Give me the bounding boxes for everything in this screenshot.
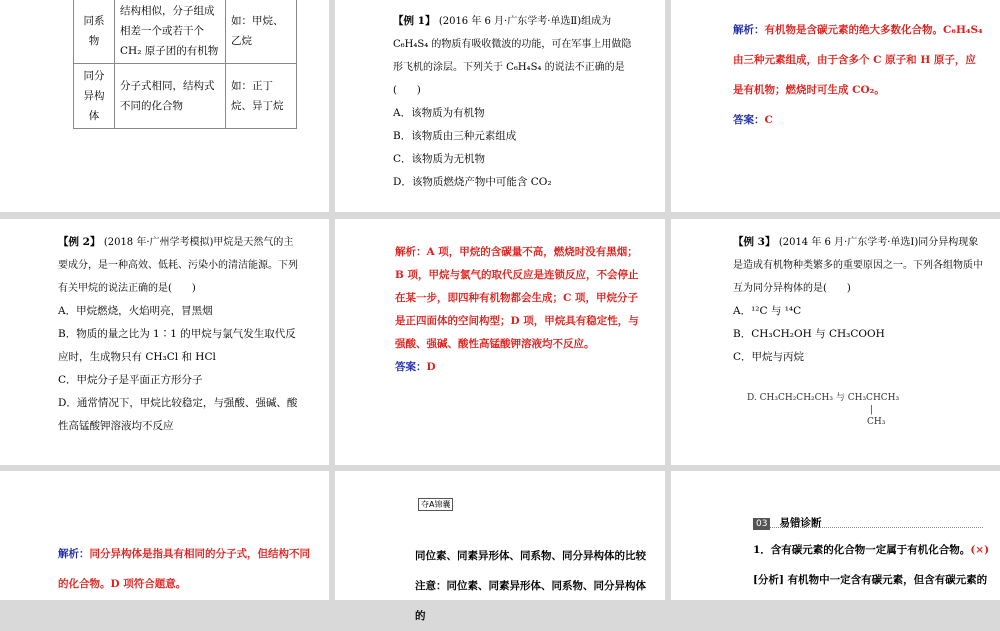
question-block [733, 231, 983, 369]
analysis-text: 有机物中一定含有碳元素，但含有碳元素的 [787, 574, 988, 586]
slide-error-diagnosis [671, 471, 1000, 600]
question-1-analysis [753, 565, 993, 595]
analysis-label: [分析] [753, 574, 784, 586]
option-d-formula: D. CH₃CH₂CH₂CH₃ 与 CH₃CHCH₃ [747, 393, 900, 403]
question-label: 【例 1】 [393, 15, 436, 27]
option-c: C．甲烷分子是平面正方形分子 [58, 374, 203, 386]
slide-analysis-3 [0, 471, 329, 600]
slide-example-3 [671, 219, 1000, 465]
section-header [418, 498, 453, 511]
analysis-text: 同分异构体是指具有相同的分子式，但结构不同的化合物。D 项符合题意。 [58, 548, 310, 590]
option-d: D．通常情况下，甲烷比较稳定，与强酸、强碱、酸性高锰酸钾溶液均不反应 [58, 397, 298, 432]
option-a: A．¹²C 与 ¹⁴C [733, 305, 802, 317]
option-d: D．该物质燃烧产物中可能含 CO₂ [393, 176, 552, 188]
table-row [74, 0, 297, 64]
table-cell-example: 如：甲烷、乙烷 [226, 0, 297, 64]
diagnosis-block [753, 535, 993, 595]
answer-value: C [764, 114, 773, 126]
option-c: C．该物质为无机物 [393, 153, 486, 165]
option-c: C．甲烷与丙烷 [733, 351, 805, 363]
answer-label: 答案： [733, 114, 765, 126]
question-label: 【例 3】 [733, 236, 776, 248]
option-b: B．物质的量之比为 1∶1 的甲烷与氯气发生取代反应时，生成物只有 CH₃Cl 和 HCl [58, 328, 296, 363]
question-block [58, 231, 303, 438]
slide-example-2 [0, 219, 329, 465]
answer-value: D [426, 361, 436, 373]
table-row [74, 64, 297, 129]
option-a: A．甲烷燃烧，火焰明亮，冒黑烟 [58, 305, 213, 317]
tips-line-1: 同位素、同素异形体、同系物、同分异构体的比较 [415, 550, 646, 562]
option-d [747, 391, 899, 429]
question-text: (2014 年 6 月·广东学考·单选Ⅰ)同分异构现象是造成有机物种类繁多的重要原因之一。下列各组物质中互为同分异构体的是( ) [733, 237, 983, 294]
option-d-branch: CH₃ [867, 417, 886, 427]
slide-comparison-table [0, 0, 329, 212]
slide-tips [335, 471, 665, 622]
table-cell-desc: 结构相似，分子组成相差一个或若干个 CH₂ 原子团的有机物 [115, 0, 226, 64]
table-cell-name: 同系物 [74, 0, 115, 64]
comparison-table [73, 0, 297, 129]
analysis-block [58, 539, 313, 599]
slide-example-1 [335, 0, 665, 212]
section-heading-bar [753, 511, 983, 528]
question-text: (2016 年 6 月·广东学考·单选Ⅱ)组成为 C₆H₄S₄ 的物质有吸收微波的功能，可在军事上用做隐形飞机的涂层。下列关于 C₆H₄S₄ 的说法不正确的是( ) [393, 16, 632, 96]
analysis-text: 有机物是含碳元素的绝大多数化合物。C₆H₄S₄ 由三种元素组成，由于含多个 C 原子和 H 原子，应是有机物；燃烧时可生成 CO₂。 [733, 24, 983, 96]
question-1-mark: (×) [970, 544, 990, 556]
tips-line-2: 注意：同位素、同素异形体、同系物、同分异构体的 [415, 580, 646, 622]
analysis-block [395, 241, 645, 379]
option-b: B．该物质由三种元素组成 [393, 130, 517, 142]
option-b: B．CH₃CH₂OH 与 CH₃COOH [733, 328, 885, 340]
analysis-label: 解析： [58, 548, 90, 560]
section-header-label: 夺A锦囊 [418, 498, 453, 511]
question-label: 【例 2】 [58, 236, 101, 248]
analysis-text: A 项，甲烷的含碳量不高，燃烧时没有黑烟；B 项，甲烷与氯气的取代反应是连锁反应，不会停止在某一步，即四种有机物都会生成；C 项，甲烷分子是正四面体的空间构型；D 项，甲烷具有稳定性，与强酸、强碱、酸性高锰酸钾溶液均不反应。 [395, 246, 639, 350]
table-cell-desc: 分子式相同，结构式不同的化合物 [115, 64, 226, 129]
slide-analysis-1 [671, 0, 1000, 212]
section-heading: 易错诊断 [779, 517, 822, 529]
slide-analysis-2 [335, 219, 665, 465]
table-cell-example: 如：正丁烷、异丁烷 [226, 64, 297, 129]
analysis-block [733, 15, 983, 135]
answer-label: 答案： [395, 361, 427, 373]
question-1 [753, 535, 993, 565]
tips-block [415, 541, 655, 631]
branch-bond: | [870, 405, 874, 415]
question-1-text: 1．含有碳元素的化合物一定属于有机化合物。 [753, 544, 971, 556]
question-text: (2018 年·广州学考模拟)甲烷是天然气的主要成分，是一种高效、低耗、污染小的清洁能源。下列有关甲烷的说法正确的是( ) [58, 237, 298, 294]
option-a: A．该物质为有机物 [393, 107, 485, 119]
table-cell-name: 同分异构体 [74, 64, 115, 129]
section-number: 03 [753, 518, 770, 530]
analysis-label: 解析： [395, 246, 427, 258]
question-block [393, 10, 638, 194]
analysis-label: 解析： [733, 24, 765, 36]
